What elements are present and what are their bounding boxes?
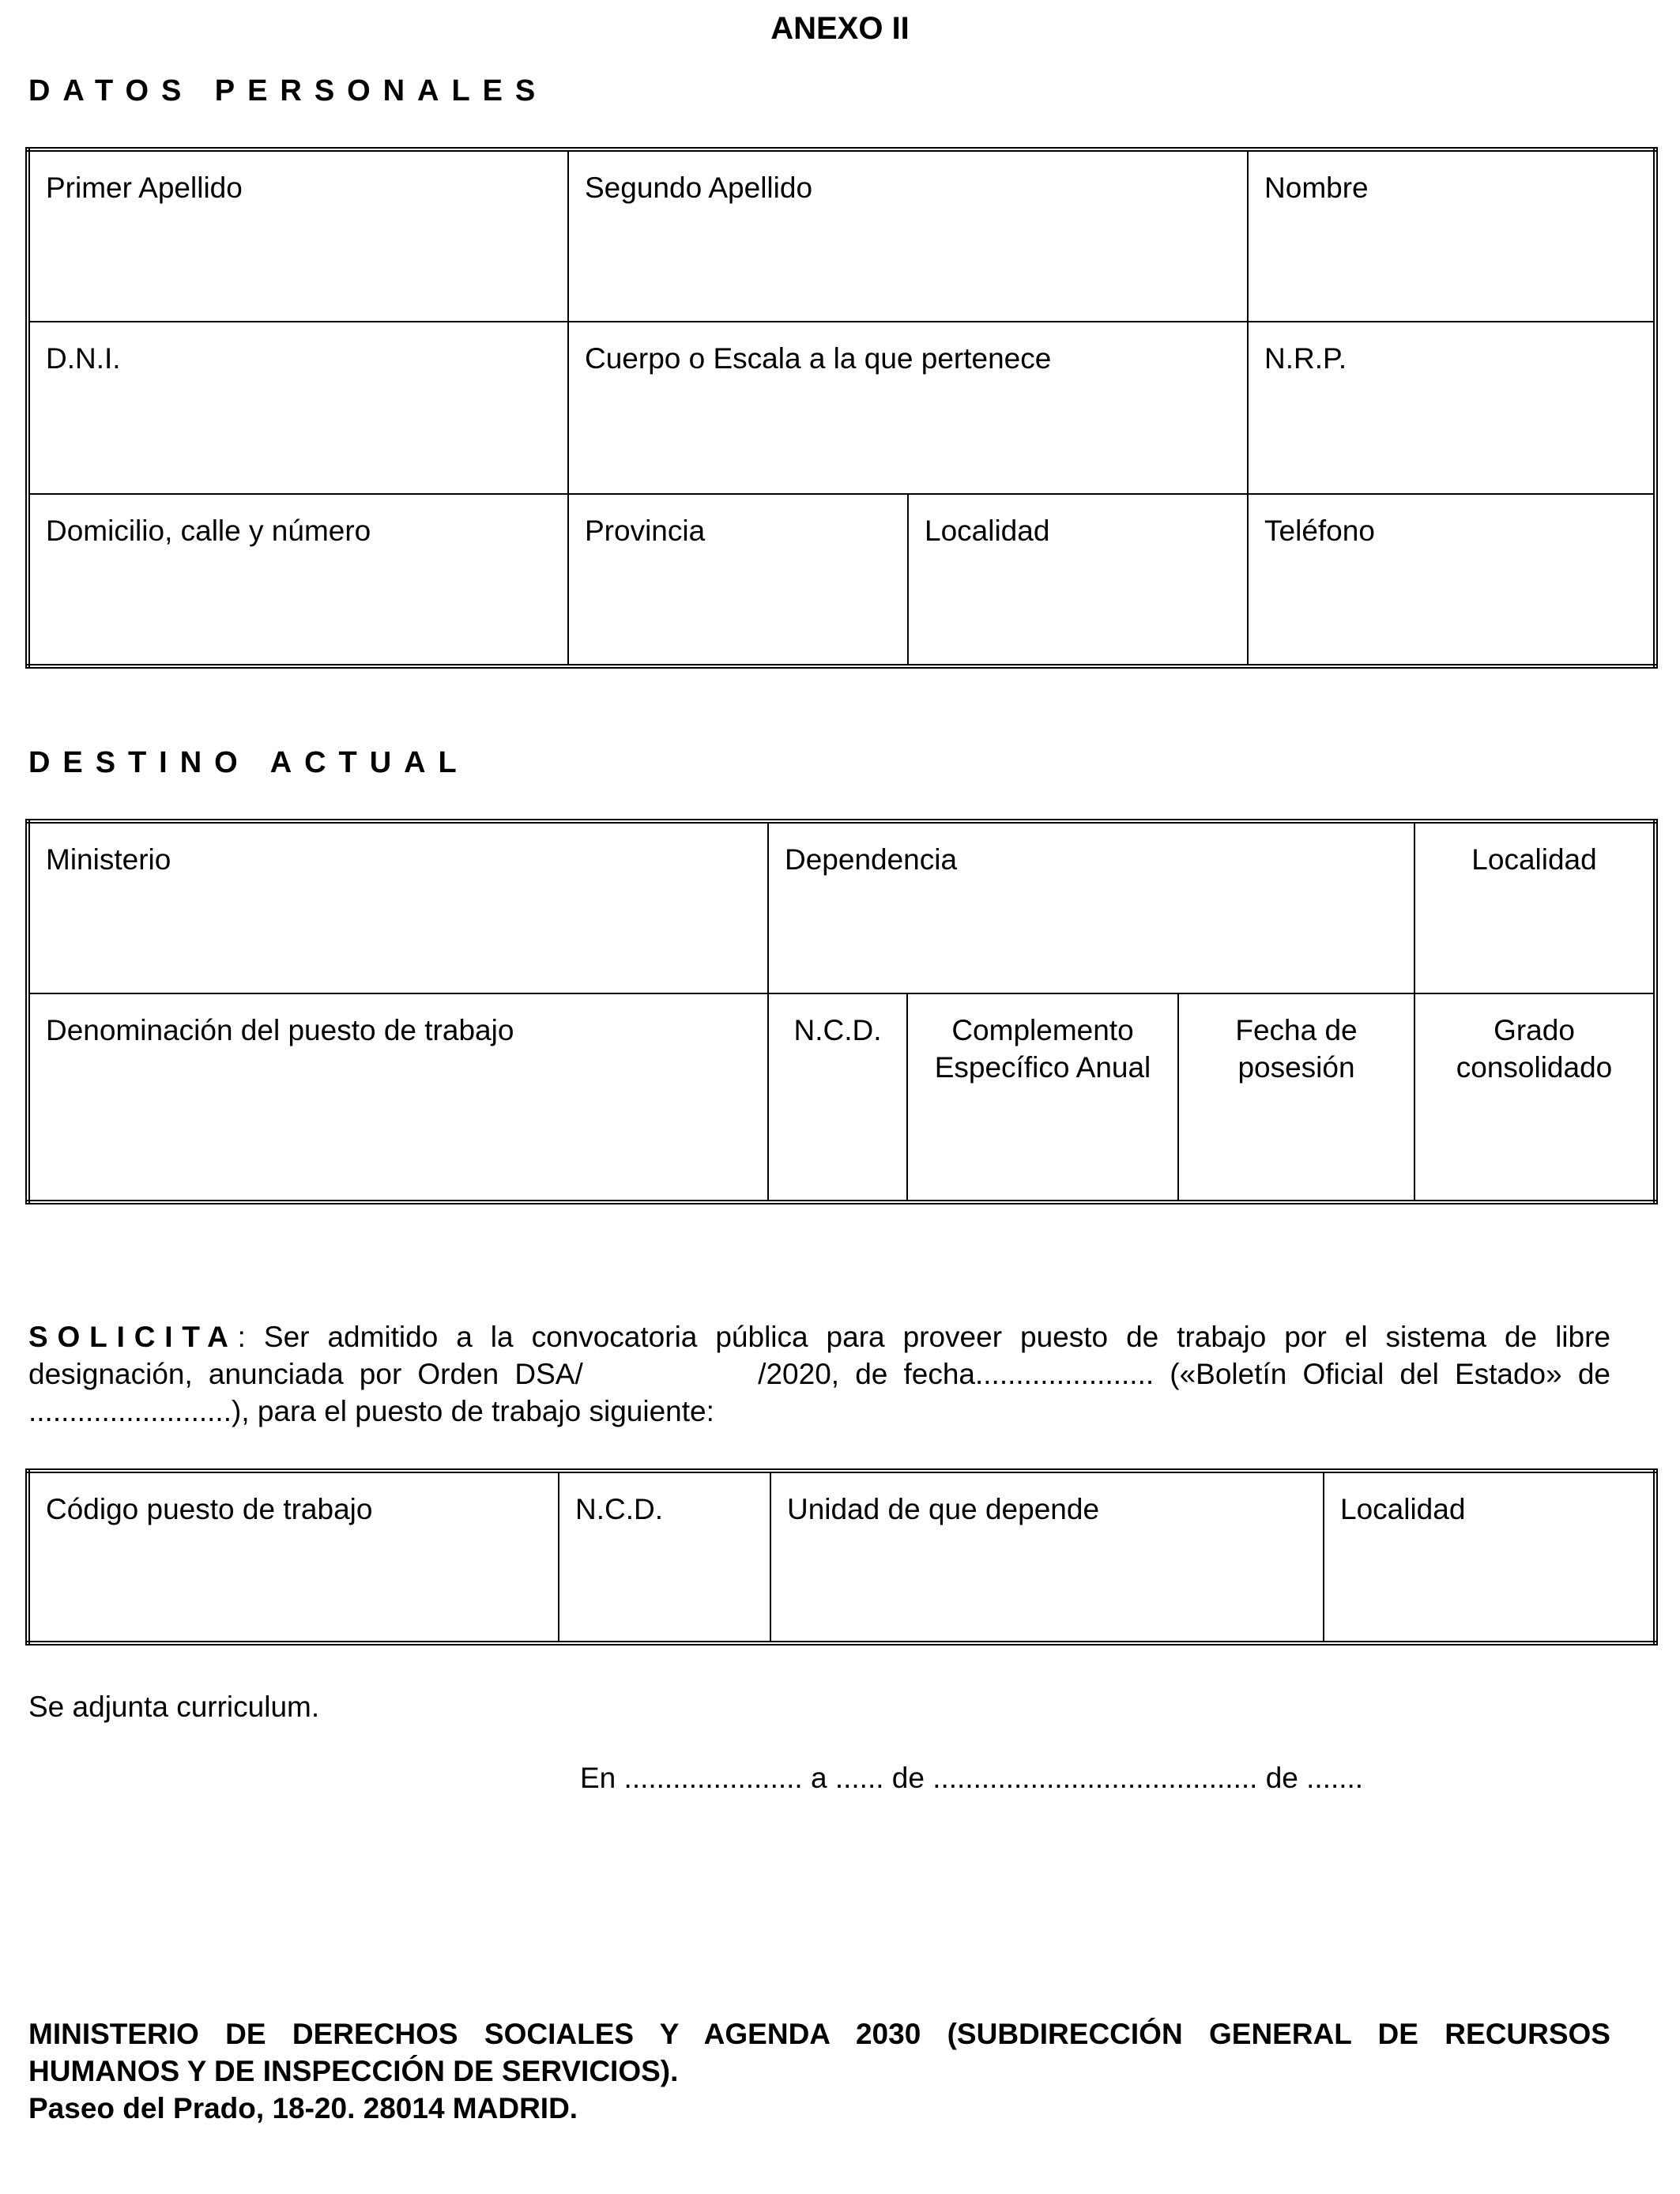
field-ncd-puesto[interactable]: N.C.D. [559, 1471, 770, 1643]
field-fecha-posesion[interactable] [1178, 993, 1414, 1202]
field-cuerpo-escala[interactable]: Cuerpo o Escala a la que pertenece [568, 322, 1248, 494]
fecha-lugar-line: En ...................... a ...... de ........................................ de ....... [580, 1762, 1364, 1794]
fecha-line-1: Fecha de [1235, 1014, 1358, 1046]
grado-line-1: Grado [1494, 1014, 1575, 1046]
solicita-line-1 [28, 1318, 1610, 1355]
field-dependencia[interactable]: Dependencia [768, 821, 1414, 993]
field-dni[interactable]: D.N.I. [28, 322, 568, 494]
footer-line-1: MINISTERIO DE DERECHOS SOCIALES Y AGENDA 2030 (SUBDIRECCIÓN GENERAL DE RECURSOS [28, 2018, 1610, 2050]
solicita-text-1: : Ser admitido a la convocatoria pública para proveer puesto de trabajo por el sistema de libre [237, 1321, 1610, 1353]
field-grado-consolidado[interactable] [1414, 993, 1656, 1202]
field-localidad-puesto[interactable]: Localidad [1324, 1471, 1656, 1643]
section-heading-datos-personales: DATOS PERSONALES [28, 74, 548, 107]
field-unidad-depende[interactable]: Unidad de que depende [770, 1471, 1324, 1643]
field-telefono[interactable]: Teléfono [1248, 494, 1656, 666]
footer-address [28, 2015, 1610, 2127]
solicita-line-3: .........................), para el puesto de trabajo siguiente: [28, 1395, 714, 1427]
destino-actual-table [25, 819, 1658, 1204]
footer-line-3: Paseo del Prado, 18-20. 28014 MADRID. [28, 2092, 578, 2124]
field-localidad[interactable]: Localidad [908, 494, 1248, 666]
fecha-line-2: posesión [1237, 1051, 1355, 1084]
complemento-line-2: Específico Anual [934, 1051, 1151, 1084]
field-primer-apellido[interactable]: Primer Apellido [28, 149, 568, 322]
field-provincia[interactable]: Provincia [568, 494, 908, 666]
field-localidad-destino[interactable]: Localidad [1414, 821, 1656, 993]
field-denominacion-puesto[interactable]: Denominación del puesto de trabajo [28, 993, 768, 1202]
field-ministerio[interactable]: Ministerio [28, 821, 768, 993]
field-complemento-especifico[interactable] [907, 993, 1178, 1202]
puesto-table [25, 1468, 1658, 1646]
field-nrp[interactable]: N.R.P. [1248, 322, 1656, 494]
footer-line-2: HUMANOS Y DE INSPECCIÓN DE SERVICIOS). [28, 2055, 679, 2087]
complemento-line-1: Complemento [951, 1014, 1134, 1046]
section-heading-destino-actual: DESTINO ACTUAL [28, 746, 469, 779]
field-ncd-destino[interactable]: N.C.D. [768, 993, 907, 1202]
page-title: ANEXO II [770, 11, 910, 46]
adjunta-curriculum: Se adjunta curriculum. [28, 1691, 320, 1723]
field-segundo-apellido[interactable]: Segundo Apellido [568, 149, 1248, 322]
solicita-label: SOLICITA [28, 1321, 238, 1353]
field-codigo-puesto[interactable]: Código puesto de trabajo [28, 1471, 559, 1643]
solicita-line-2: designación, anunciada por Orden DSA/ /2020, de fecha...................... («Boletín Oficial del Estado» de [28, 1358, 1610, 1390]
grado-line-2: consolidado [1456, 1051, 1613, 1084]
field-nombre[interactable]: Nombre [1248, 149, 1656, 322]
field-domicilio[interactable]: Domicilio, calle y número [28, 494, 568, 666]
solicita-paragraph [28, 1318, 1610, 1430]
datos-personales-table [25, 147, 1658, 669]
